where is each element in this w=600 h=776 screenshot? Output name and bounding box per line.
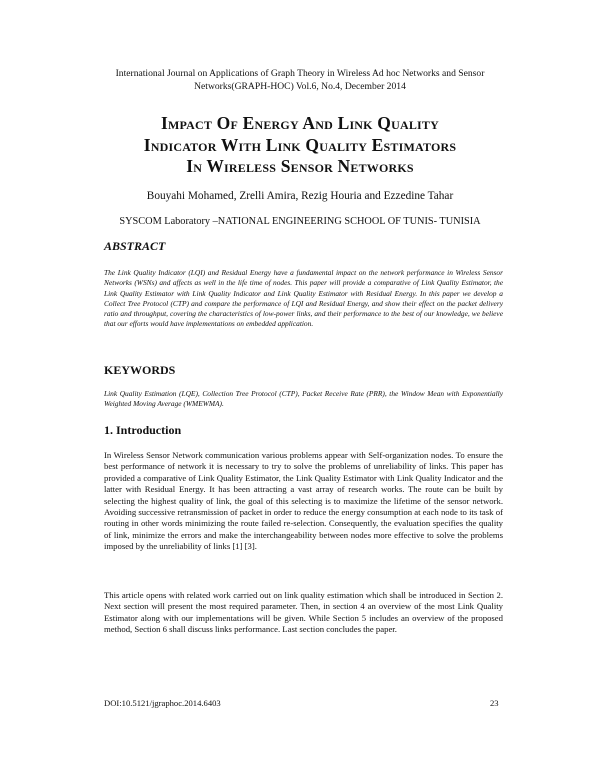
- page-number: 23: [490, 698, 499, 708]
- abstract-heading: ABSTRACT: [104, 239, 166, 253]
- journal-header-line1: International Journal on Applications of Graph Theory in Wireless Ad hoc Networks and Sensor: [115, 68, 485, 79]
- authors: Bouyahi Mohamed, Zrelli Amira, Rezig Houria and Ezzedine Tahar: [146, 190, 454, 202]
- introduction-paragraph-2: This article opens with related work carried out on link quality estimation which shall be introduced in Section 2. Next section will present the most required parameter. Then, in section 4 an overview of the most Link Quality Estimator along with our implementations will be given. While Section 5 includes an overview of the proposed method, Section 6 shall discuss links performance. Last section concludes the paper.: [104, 590, 503, 635]
- title-line1: Impact Of Energy And Link Quality: [161, 113, 439, 133]
- title-line2: Indicator With Link Quality Estimators: [143, 134, 457, 155]
- keywords-heading: KEYWORDS: [104, 363, 176, 377]
- affiliation: SYSCOM Laboratory –NATIONAL ENGINEERING SCHOOL OF TUNIS- TUNISIA: [119, 216, 481, 227]
- journal-header: [100, 67, 500, 93]
- footer-doi: DOI:10.5121/jgraphoc.2014.6403: [104, 698, 221, 708]
- introduction-heading: 1. Introduction: [104, 423, 182, 437]
- paper-title: [80, 113, 520, 178]
- title-line3: In Wireless Sensor Networks: [186, 156, 414, 176]
- introduction-paragraph-1: In Wireless Sensor Network communication various problems appear with Self-organization nodes. To ensure the best performance of network it is necessary to try to solve the problems of unreliability of links. This paper has provided a comparative of Link Quality Estimator, the Link Quality Estimator with Link Quality Indicator and the latter with Residual Energy. It has been attracting a vast array of research works. The route can be built by selecting the highest quality of link, the goal of this selecting is to maximize the lifetime of the sensor network. Avoiding successive retransmission of packet in order to reduce the energy consumption at each node to its task of routing in other words minimizing the route failed re-selection. Consequently, the evaluation specifies the quality of link, minimize the errors and make the interchangeability between nodes more effective to solve the problems imposed by the unreliability of links [1] [3].: [104, 450, 503, 552]
- abstract-text: The Link Quality Indicator (LQI) and Residual Energy have a fundamental impact on the network performance in Wireless Sensor Networks (WSNs) and affects as well in the life time of nodes. This paper will provide a comparative of Link Quality Estimator, the Link Quality Estimator with Link Quality Indicator and Link Quality Estimator with Residual Energy. In this paper we develop a Collect Tree Protocol (CTP) and compare the performance of LQI and Residual Energy, and show their effect on the packet delivery ratio and throughput, covering the characteristics of low-power links, and their performance to the best of our knowledge, we believe that our efforts would have implementations on embedded application.: [104, 268, 503, 329]
- journal-header-line2: Networks(GRAPH-HOC) Vol.6, No.4, December 2014: [194, 81, 406, 92]
- keywords-text: Link Quality Estimation (LQE), Collection Tree Protocol (CTP), Packet Receive Rate (PRR), the Window Mean with Exponentially Weighted Moving Average (WMEWMA).: [104, 389, 503, 409]
